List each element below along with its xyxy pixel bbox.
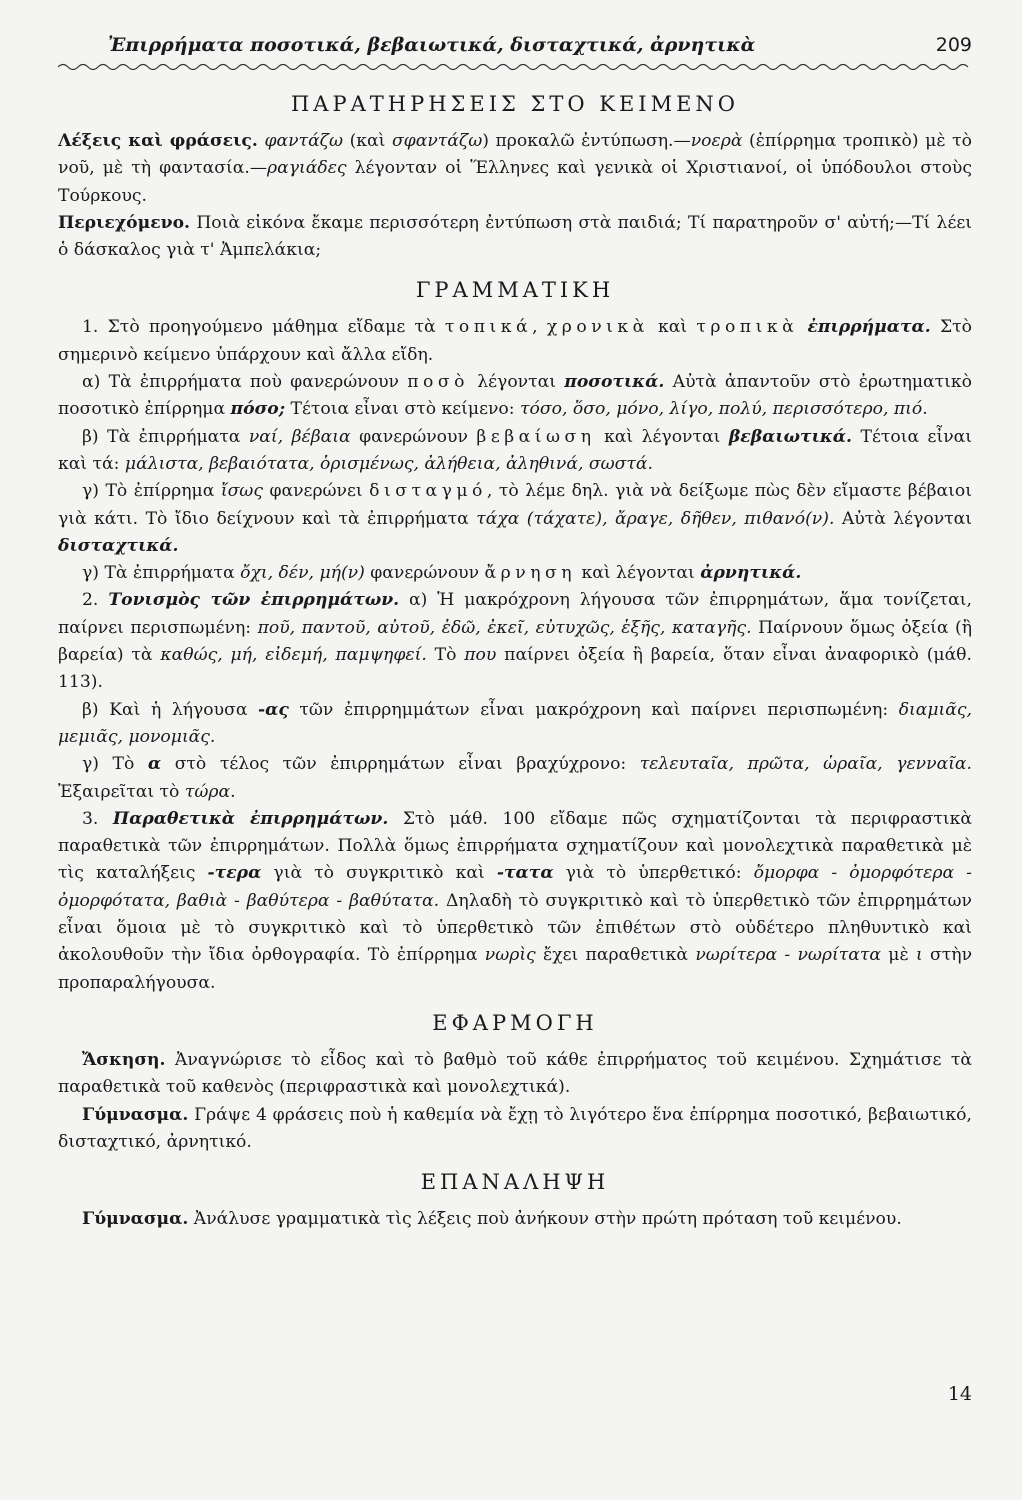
grammar-heading: ΓΡΑΜΜΑΤΙΚΗ <box>415 278 615 303</box>
grammar-point-2b: β) Καὶ ἡ λήγουσα -ας τῶν ἐπιρρημμάτων εἶναι μακρόχρονη καὶ παίρνει περισπωμένη: διαμιᾶς, μεμιᾶς, μονομιᾶς. <box>58 699 972 747</box>
grammar-point-1: 1. Στὸ προηγούμενο μάθημα εἴδαμε τὰ τοπικά, χρονικὰ καὶ τροπικὰ ἐπιρρήματα. Στὸ σημερινὸ κείμενο ὑπάρχουν καὶ ἄλλα εἴδη. <box>58 317 973 365</box>
page-number: 209 <box>935 34 972 56</box>
grammar-point-1b: β) Τὰ ἐπιρρήματα ναί, βέβαια φανερώνουν βεβαίωση καὶ λέγονται βεβαιωτικά. Τέτοια εἶναι καὶ τά: μάλιστα, βεβαιότατα, ὁρισμένως, ἀλήθεια, ἀληθινά, σωστά. <box>58 426 972 474</box>
exercise-paragraph: Ἄσκηση. Ἀναγνώρισε τὸ εἶδος καὶ τὸ βαθμὸ τοῦ κάθε ἐπιρρήματος τοῦ κειμένου. Σχημάτισε τὰ παραθετικὰ τοῦ καθενὸς (περιφραστικὰ καὶ μονολεχτικά). <box>58 1049 972 1098</box>
drill-paragraph: Γύμνασμα. Γράψε 4 φράσεις ποὺ ἡ καθεμία νὰ ἔχῃ τὸ λιγότερο ἕνα ἐπίρρημα ποσοτικό, βεβαιωτικό, δισταχτικό, ἀρνητικό. <box>58 1104 972 1152</box>
review-drill-paragraph: Γύμνασμα. Ἀνάλυσε γραμματικὰ τὶς λέξεις ποὺ ἀνήκουν στὴν πρώτη πρόταση τοῦ κειμένου. <box>82 1209 902 1230</box>
words-phrases-paragraph: Λέξεις καὶ φράσεις. φαντάζω (καὶ σφαντάζω) προκαλῶ ἐντύπωση.—νοερὰ (ἐπίρρημα τροπικὸ) μὲ τὸ νοῦ, μὲ τὴ φαντασία.—ραγιάδες λέγονταν οἱ Ἕλληνες καὶ γενικὰ οἱ Χριστιανοί, οἱ ὑπόδουλοι στοὺς Τούρκους. <box>58 131 972 206</box>
grammar-point-1a: α) Τὰ ἐπιρρήματα ποὺ φανερώνουν ποσὸ λέγονται ποσοτικά. Αὐτὰ ἀπαντοῦν στὸ ἐρωτηματικὸ ποσοτικὸ ἐπίρρημα πόσο; Τέτοια εἶναι στὸ κείμενο: τόσο, ὅσο, μόνο, λίγο, πολύ, περισσότερο, πιό. <box>58 372 972 420</box>
running-header <box>58 34 972 56</box>
grammar-point-2c: γ) Τὸ α στὸ τέλος τῶν ἐπιρρημάτων εἶναι βραχύχρονο: τελευταῖα, πρῶτα, ὡραῖα, γενναῖα. Ἐξαιρεῖται τὸ τώρα. <box>58 754 972 802</box>
signature-mark: 14 <box>947 1383 972 1405</box>
application-heading: ΕΦΑΡΜΟΓΗ <box>432 1010 598 1035</box>
grammar-point-1d: γ) Τὰ ἐπιρρήματα ὄχι, δέν, μή(ν) φανερώνουν ἄρνηση καὶ λέγονται ἀρνητικά. <box>82 563 802 584</box>
grammar-point-1c: γ) Τὸ ἐπίρρημα ἴσως φανερώνει δισταγμό, τὸ λέμε δηλ. γιὰ νὰ δείξωμε πὼς δὲν εἴμαστε βέβαιοι γιὰ κάτι. Τὸ ἴδιο δείχνουν καὶ τὰ ἐπιρρήματα τάχα (τάχατε), ἄραγε, δῆθεν, πιθανό(ν). Αὐτὰ λέγονται δισταχτικά. <box>58 481 972 556</box>
running-title: Ἐπιρρήματα ποσοτικά, βεβαιωτικά, δισταχτικά, ἀρνητικὰ <box>108 34 756 56</box>
observations-heading: ΠΑΡΑΤΗΡΗΣΕΙΣ ΣΤΟ ΚΕΙΜΕΝΟ <box>290 92 740 116</box>
grammar-point-2: 2. Τονισμὸς τῶν ἐπιρρημάτων. α) Ἡ μακρόχρονη λήγουσα τῶν ἐπιρρημάτων, ἅμα τονίζεται, παίρνει περισπωμένη: ποῦ, παντοῦ, αὐτοῦ, ἐδῶ, ἐκεῖ, εὐτυχῶς, ἑξῆς, καταγῆς. Παίρνουν ὅμως ὀξεία (ἢ βαρεία) τὰ καθώς, μή, εἰδεμή, παμψηφεί. Τὸ που παίρνει ὀξεία ἢ βαρεία, ὅταν εἶναι ἀναφορικὸ (μάθ. 113). <box>58 590 972 693</box>
review-heading: ΕΠΑΝΑΛΗΨΗ <box>420 1170 610 1195</box>
grammar-point-3: 3. Παραθετικὰ ἐπιρρημάτων. Στὸ μάθ. 100 εἴδαμε πῶς σχηματίζονται τὰ περιφραστικὰ παραθετικὰ τῶν ἐπιρρημάτων. Πολλὰ ὅμως ἐπιρρήματα σχηματίζουν καὶ μονολεχτικὰ παραθετικὰ μὲ τὶς καταλήξεις -τερα γιὰ τὸ συγκριτικὸ καὶ -τατα γιὰ τὸ ὑπερθετικό: ὄμορφα - ὀμορφότερα - ὀμορφότατα, βαθιὰ - βαθύτερα - βαθύτατα. Δηλαδὴ τὸ συγκριτικὸ καὶ τὸ ὑπερθετικὸ τῶν ἐπιρρημάτων εἶναι ὅμοια μὲ τὸ συγκριτικὸ καὶ τὸ ὑπερθετικὸ τῶν ἐπιθέτων στὸ οὐδέτερο πληθυντικὸ καὶ ἀκολουθοῦν τὴν ἴδια ὀρθογραφία. Τὸ ἐπίρρημα νωρὶς ἔχει παραθετικὰ νωρίτερα - νωρίτατα μὲ ι στὴν προπαραλήγουσα. <box>58 808 973 993</box>
content-paragraph: Περιεχόμενο. Ποιὰ εἰκόνα ἔκαμε περισσότερη ἐντύπωση στὰ παιδιά; Τί παρατηροῦν σ' αὐτή;—Τί λέει ὁ δάσκαλος γιὰ τ' Ἀμπελάκια; <box>58 212 972 261</box>
wavy-rule <box>58 62 972 72</box>
